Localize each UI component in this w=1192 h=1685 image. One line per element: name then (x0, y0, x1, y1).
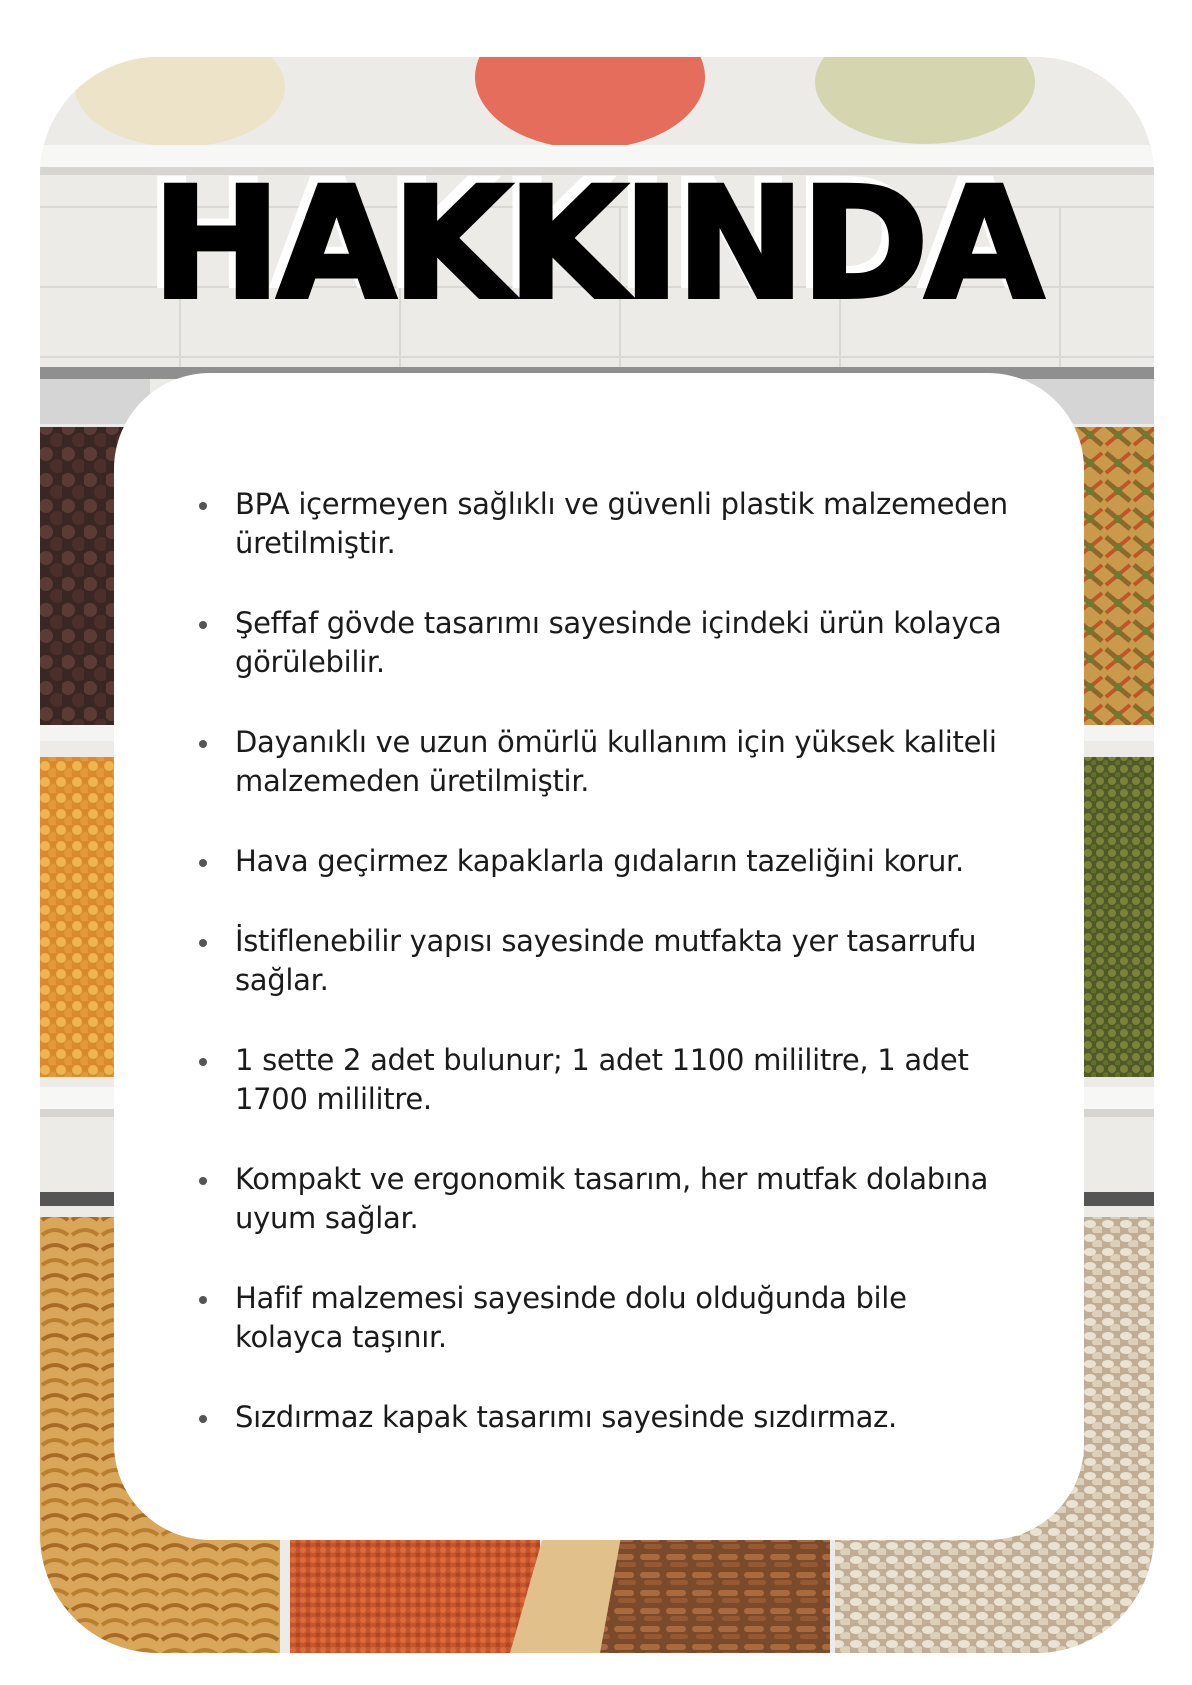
bullet-icon (199, 1415, 207, 1423)
list-item: Dayanıklı ve uzun ömürlü kullanım için yüksek kaliteli malzemeden üretilmiştir. (199, 723, 1019, 801)
bullet-icon (199, 1058, 207, 1066)
list-item: İstiflenebilir yapısı sayesinde mutfakta yer tasarrufu sağlar. (199, 922, 1019, 1000)
bullet-icon (199, 1177, 207, 1185)
bullet-icon (199, 621, 207, 629)
list-item: Sızdırmaz kapak tasarımı sayesinde sızdırmaz. (199, 1398, 1019, 1437)
page-title: HAKKINDA (152, 155, 1040, 334)
bullet-icon (199, 740, 207, 748)
features-list (199, 485, 1019, 1437)
list-item: Şeffaf gövde tasarımı sayesinde içindeki ürün kolayca görülebilir. (199, 604, 1019, 682)
bullet-icon (199, 1296, 207, 1304)
list-item: Hafif malzemesi sayesinde dolu olduğunda bile kolayca taşınır. (199, 1279, 1019, 1357)
list-item: Hava geçirmez kapaklarla gıdaların tazeliğini korur. (199, 842, 1019, 881)
list-item: BPA içermeyen sağlıklı ve güvenli plastik malzemeden üretilmiştir. (199, 485, 1019, 563)
list-item: Kompakt ve ergonomik tasarım, her mutfak dolabına uyum sağlar. (199, 1160, 1019, 1238)
bullet-icon (199, 502, 207, 510)
bullet-icon (199, 859, 207, 867)
bullet-icon (199, 939, 207, 947)
features-card (114, 373, 1084, 1540)
list-item: 1 sette 2 adet bulunur; 1 adet 1100 mililitre, 1 adet 1700 mililitre. (199, 1041, 1019, 1119)
